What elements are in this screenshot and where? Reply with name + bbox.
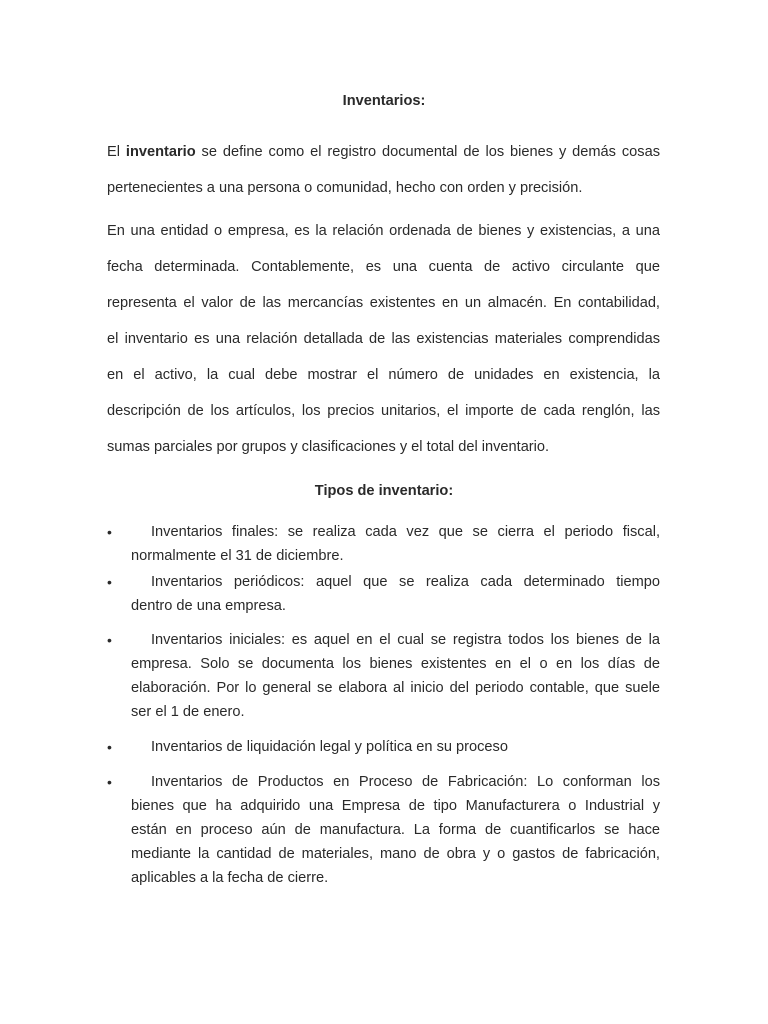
bullet-icon: • [107, 774, 112, 790]
list-item-text [131, 628, 660, 724]
list-item-line: Inventarios de liquidación legal y política en su proceso [151, 739, 508, 755]
definition-line: el inventario es una relación detallada de las existencias materiales comprendidas [107, 331, 660, 347]
list-item-line: Inventarios de Productos en Proceso de Fabricación: Lo conforman los [151, 774, 660, 790]
intro-line1-rest: se define como el registro documental de los bienes y demás cosas [195, 144, 660, 160]
list-item-line: bienes que ha adquirido una Empresa de tipo Manufacturera o Industrial y [131, 798, 660, 814]
definition-line: representa el valor de las mercancías existentes en un almacén. En contabilidad, [107, 295, 660, 311]
list-item-line: normalmente el 31 de diciembre. [131, 548, 344, 564]
bullet-icon: • [107, 524, 112, 540]
definition-line: en el activo, la cual debe mostrar el número de unidades en existencia, la [107, 367, 660, 383]
types-heading: Tipos de inventario: [314, 483, 454, 499]
intro-line-1 [107, 134, 660, 170]
intro-paragraph [107, 134, 660, 206]
definition-line: fecha determinada. Contablemente, es una cuenta de activo circulante que [107, 259, 660, 275]
list-item-text [131, 770, 660, 890]
list-item-line: están en proceso aún de manufactura. La forma de cuantificarlos se hace [131, 822, 660, 838]
intro-line-2: pertenecientes a una persona o comunidad, hecho con orden y precisión. [107, 180, 583, 196]
list-item-text [131, 520, 660, 568]
list-item-line: dentro de una empresa. [131, 598, 286, 614]
list-item-text [131, 570, 660, 618]
document-title: Inventarios: [342, 93, 426, 109]
definition-line: sumas parciales por grupos y clasificaciones y el total del inventario. [107, 439, 550, 455]
bullet-icon: • [107, 574, 112, 590]
list-item-line: aplicables a la fecha de cierre. [131, 870, 329, 886]
definition-line: descripción de los artículos, los precios unitarios, el importe de cada renglón, las [107, 403, 660, 419]
list-item-line: elaboración. Por lo general se elabora al inicio del periodo contable, que suele [131, 680, 660, 696]
list-item-line: ser el 1 de enero. [131, 704, 245, 720]
intro-bold-term: inventario [125, 144, 196, 160]
list-item-line: Inventarios periódicos: aquel que se realiza cada determinado tiempo [151, 574, 660, 590]
intro-prefix: El [107, 144, 126, 160]
bullet-icon: • [107, 739, 112, 755]
bullet-icon: • [107, 632, 112, 648]
definition-paragraph [107, 213, 660, 465]
list-item-line: empresa. Solo se documenta los bienes existentes en el o en los días de [131, 656, 660, 672]
definition-line: En una entidad o empresa, es la relación ordenada de bienes y existencias, a una [107, 223, 660, 239]
list-item-line: Inventarios iniciales: es aquel en el cual se registra todos los bienes de la [151, 632, 660, 648]
list-item-text [131, 735, 660, 759]
list-item-line: mediante la cantidad de materiales, mano de obra y o gastos de fabricación, [131, 846, 660, 862]
list-item-line: Inventarios finales: se realiza cada vez que se cierra el periodo fiscal, [151, 524, 660, 540]
